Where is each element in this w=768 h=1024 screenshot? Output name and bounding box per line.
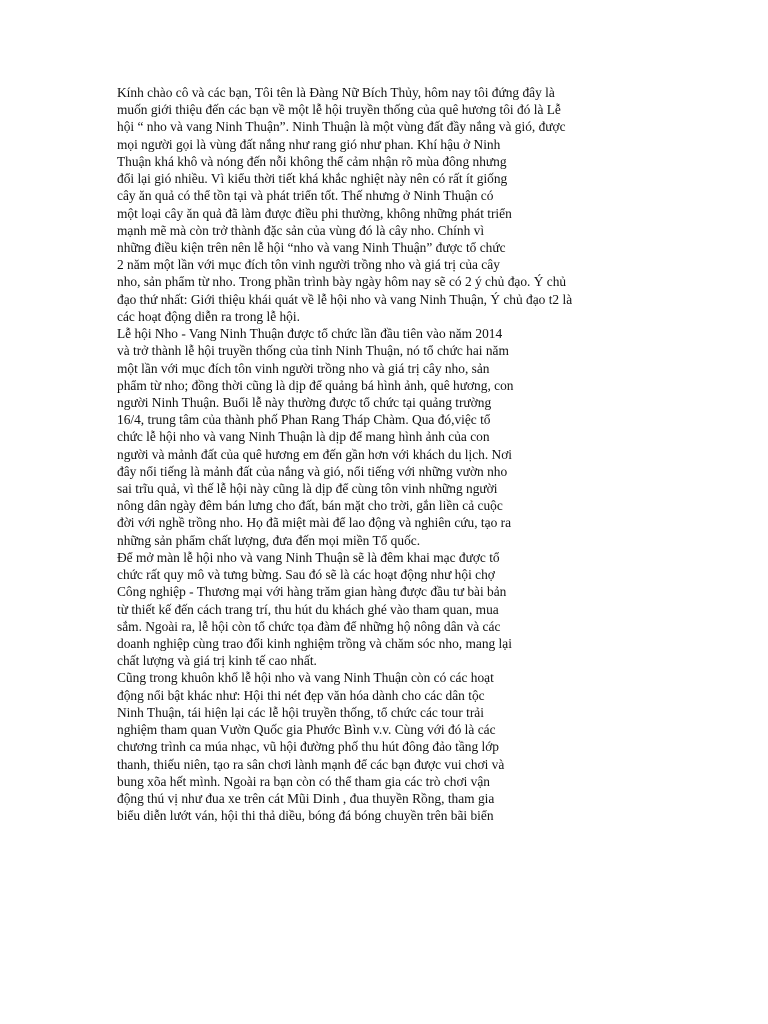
text-line: Kính chào cô và các bạn, Tôi tên là Đàng Nữ Bích Thủy, hôm nay tôi đứng đây là [117, 85, 555, 100]
text-line: Thuận khá khô và nóng đến nỗi không thể cảm nhận rõ mùa đông nhưng [117, 153, 507, 169]
text-line: hội “ nho và vang Ninh Thuận”. Ninh Thuận là một vùng đất đầy nắng và gió, được [117, 119, 566, 135]
text-line: mạnh mẽ mà còn trở thành đặc sản của vùng đó là cây nho. Chính vì [117, 222, 485, 238]
text-line: 16/4, trung tâm của thành phố Phan Rang Tháp Chàm. Qua đó,việc tổ [117, 412, 491, 428]
text-line: một loại cây ăn quả đã làm được điều phi thường, không những phát triển [117, 205, 512, 221]
text-line: nông dân ngày đêm bán lưng cho đất, bán mặt cho trời, gắn liền cả cuộc [117, 498, 503, 514]
text-line: sắm. Ngoài ra, lễ hội còn tổ chức tọa đàm để những hộ nông dân và các [117, 618, 501, 634]
text-line: đời với nghề trồng nho. Họ đã miệt mài để lao động và nghiên cứu, tạo ra [117, 515, 512, 531]
text-line: Lễ hội Nho - Vang Ninh Thuận được tổ chức lần đầu tiên vào năm 2014 [117, 326, 503, 342]
text-line: đây nổi tiếng là mảnh đất của nắng và gió, nổi tiếng với những vườn nho [117, 463, 508, 479]
text-line: chất lượng và giá trị kinh tế cao nhất. [117, 653, 317, 669]
text-line: đổi lại gió nhiều. Vì kiểu thời tiết khá khắc nghiệt này nên có rất ít giống [117, 171, 508, 187]
text-line: những điều kiện trên nên lễ hội “nho và vang Ninh Thuận” được tổ chức [117, 239, 506, 255]
text-line: mọi người gọi là vùng đất nắng như rang gió như phan. Khí hậu ở Ninh [117, 136, 501, 152]
text-line: nho, sản phẩm từ nho. Trong phần trình bày ngày hôm nay sẽ có 2 ý chủ đạo. Ý chủ [117, 274, 567, 290]
text-line: những sản phẩm chất lượng, đưa đến mọi miền Tổ quốc. [117, 532, 421, 548]
document-page [117, 84, 662, 824]
text-line: nghiệm tham quan Vườn Quốc gia Phước Bình v.v. Cùng với đó là các [117, 722, 496, 738]
text-line: từ thiết kế đến cách trang trí, thu hút du khách ghé vào tham quan, mua [117, 601, 499, 617]
text-line: động nổi bật khác như: Hội thi nét đẹp văn hóa dành cho các dân tộc [117, 687, 485, 703]
text-line: biểu diễn lướt ván, hội thi thả diều, bóng đá bóng chuyền trên bãi biển [117, 808, 494, 824]
text-line: thanh, thiếu niên, tạo ra sân chơi lành mạnh để các bạn được vui chơi và [117, 756, 505, 772]
text-line: chương trình ca múa nhạc, vũ hội đường phố thu hút đông đảo tầng lớp [117, 739, 499, 755]
text-line: Ninh Thuận, tái hiện lại các lễ hội truyền thống, tổ chức các tour trải [117, 704, 484, 720]
text-line: đạo thứ nhất: Giới thiệu khái quát về lễ hội nho và vang Ninh Thuận, Ý chủ đạo t2 là [117, 291, 573, 307]
text-line: bung xõa hết mình. Ngoài ra bạn còn có thể tham gia các trò chơi vận [117, 773, 490, 789]
text-line: phẩm từ nho; đồng thời cũng là dịp để quảng bá hình ảnh, quê hương, con [117, 377, 514, 393]
text-line: 2 năm một lần với mục đích tôn vinh người trồng nho và giá trị của cây [117, 257, 500, 273]
text-line: chức rất quy mô và tưng bừng. Sau đó sẽ là các hoạt động như hội chợ [117, 567, 495, 583]
text-line: muốn giới thiệu đến các bạn về một lễ hội truyền thống của quê hương tôi đó là Lễ [117, 102, 561, 118]
text-line: và trở thành lễ hội truyền thống của tỉnh Ninh Thuận, nó tổ chức hai năm [117, 343, 509, 359]
text-line: người và mảnh đất của quê hương em đến gần hơn với khách du lịch. Nơi [117, 446, 513, 462]
text-line: Công nghiệp - Thương mại với hàng trăm gian hàng được đầu tư bài bản [117, 584, 507, 600]
text-line: người Ninh Thuận. Buổi lễ này thường được tổ chức tại quảng trường [117, 394, 492, 410]
text-line: doanh nghiệp cùng trao đổi kinh nghiệm trồng và chăm sóc nho, mang lại [117, 636, 512, 651]
text-line: sai trĩu quả, vì thế lễ hội này cũng là dịp để cùng tôn vinh những người [117, 481, 498, 497]
text-line: Cũng trong khuôn khổ lễ hội nho và vang Ninh Thuận còn có các hoạt [117, 670, 494, 686]
text-line: một lần với mục đích tôn vinh người trồng nho và giá trị cây nho, sản [117, 360, 490, 376]
text-line: động thú vị như đua xe trên cát Mũi Dinh , đua thuyền Rồng, tham gia [117, 790, 495, 806]
text-line: cây ăn quả có thể tồn tại và phát triển tốt. Thế nhưng ở Ninh Thuận có [117, 188, 494, 204]
text-line: các hoạt động diễn ra trong lễ hội. [117, 308, 300, 324]
text-line: chức lễ hội nho và vang Ninh Thuận là dịp để mang hình ảnh của con [117, 429, 490, 445]
text-line: Để mở màn lễ hội nho và vang Ninh Thuận sẽ là đêm khai mạc được tổ [117, 549, 500, 565]
